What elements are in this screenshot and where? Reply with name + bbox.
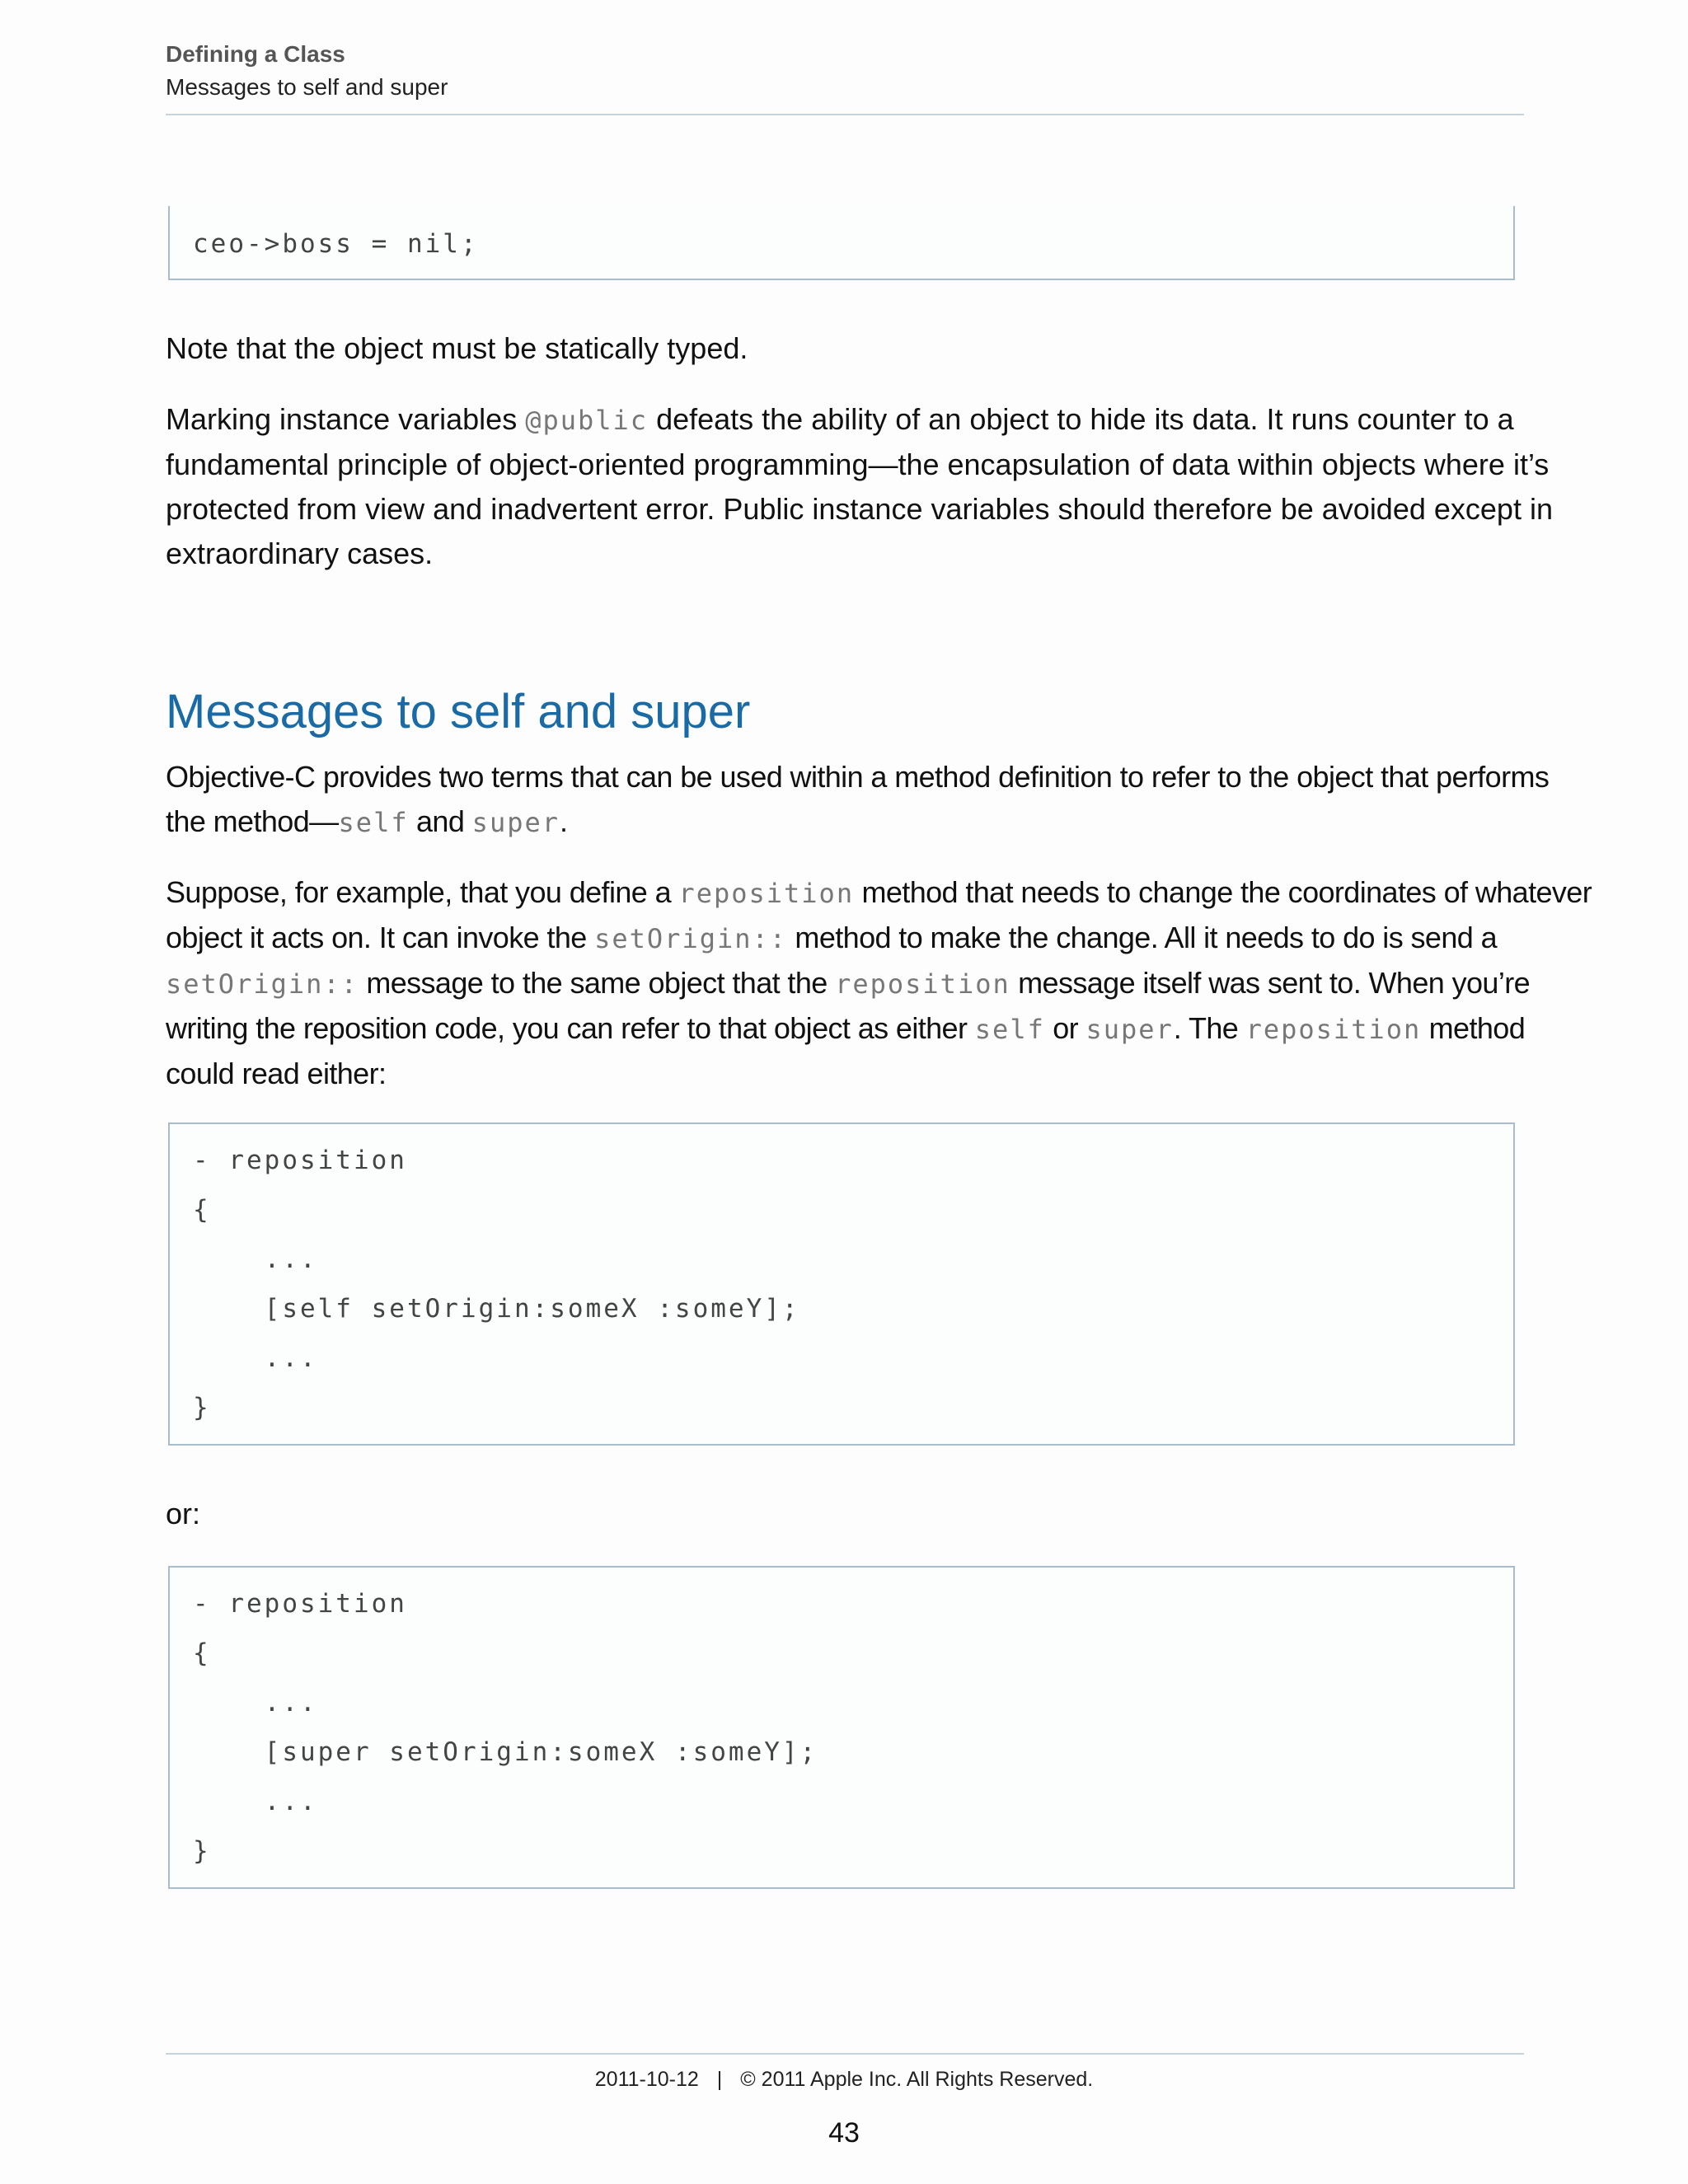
paragraph-text: Note that the object must be statically typed. [166, 331, 748, 365]
paragraph-text: or: [166, 1497, 201, 1530]
paragraph-public-variables [166, 397, 1553, 576]
inline-code-reposition: reposition [835, 968, 1010, 1000]
inline-code-setorigin: setOrigin:: [166, 968, 359, 1000]
code-line: - reposition [193, 1589, 407, 1619]
code-line: [self setOrigin:someX :someY]; [193, 1294, 800, 1324]
paragraph-line [166, 916, 1526, 961]
paragraph-line: protected from view and inadvertent error. Public instance variables should therefore be avoided except in [166, 492, 1553, 526]
header-section-title: Messages to self and super [166, 74, 448, 100]
section-heading: Messages to self and super [166, 685, 751, 738]
paragraph-line [166, 397, 1526, 443]
text-run: and [408, 804, 472, 838]
code-line: ... [193, 1787, 318, 1816]
code-line: ceo->boss = nil; [193, 229, 479, 259]
text-run: writing the reposition code, you can refer to that object as either [166, 1011, 975, 1045]
text-run: method that needs to change the coordinates of whatever [854, 875, 1592, 909]
page-footer [0, 2064, 1688, 2094]
code-line: ... [193, 1244, 318, 1274]
text-run: Suppose, for example, that you define a [166, 875, 679, 909]
code-line: } [193, 1836, 211, 1866]
footer-separator: | [716, 2068, 723, 2091]
paragraph-reposition-example [166, 870, 1592, 1096]
code-line: { [193, 1638, 211, 1668]
paragraph-line [166, 1006, 1526, 1052]
page-number: 43 [828, 2117, 860, 2149]
code-line: [super setOrigin:someX :someY]; [193, 1737, 818, 1767]
text-run: . [560, 804, 568, 838]
running-header [166, 38, 1524, 104]
footer-copyright: © 2011 Apple Inc. All Rights Reserved. [740, 2068, 1094, 2091]
footer-date: 2011-10-12 [594, 2068, 699, 2091]
code-line: ... [193, 1343, 318, 1373]
text-run: method [1421, 1011, 1526, 1045]
footer-rule [166, 2053, 1524, 2055]
text-run: the method— [166, 804, 339, 838]
inline-code-self: self [338, 807, 409, 838]
inline-code-setorigin: setOrigin:: [594, 923, 788, 954]
code-line: - reposition [193, 1146, 407, 1175]
text-run: object it acts on. It can invoke the [166, 921, 595, 954]
paragraph-line: fundamental principle of object-oriented programming—the encapsulation of data within objects where it’s [166, 448, 1550, 481]
inline-code-super: super [1085, 1014, 1174, 1045]
code-block-boss [168, 206, 1515, 280]
paragraph-or [166, 1492, 1526, 1536]
paragraph-line [166, 870, 1592, 916]
header-rule [166, 114, 1524, 115]
paragraph-line: Objective-C provides two terms that can be used within a method definition to refer to the object that performs [166, 760, 1550, 794]
text-run: or [1044, 1011, 1086, 1045]
code-line: { [193, 1195, 211, 1225]
paragraph-line: could read either: [166, 1057, 387, 1090]
text-run: Marking instance variables [166, 402, 526, 436]
text-run: method to make the change. All it needs to do is send a [787, 921, 1498, 954]
text-run: . The [1173, 1011, 1246, 1045]
paragraph-line [166, 799, 1526, 845]
text-run: defeats the ability of an object to hide its data. It runs counter to a [648, 402, 1514, 436]
paragraph-static-typing [166, 326, 1526, 371]
text-run: message itself was sent to. When you’re [1010, 966, 1531, 1000]
inline-code-super: super [471, 807, 560, 838]
paragraph-line: extraordinary cases. [166, 537, 434, 570]
inline-code-reposition: reposition [1245, 1014, 1422, 1045]
paragraph-self-super-intro [166, 755, 1550, 845]
paragraph-line [166, 961, 1531, 1006]
code-line: ... [193, 1688, 318, 1718]
header-chapter-title: Defining a Class [166, 41, 345, 67]
code-block-super-variant [168, 1566, 1515, 1889]
inline-code-public: @public [525, 405, 649, 436]
text-run: message to the same object that the [358, 966, 836, 1000]
inline-code-self: self [974, 1014, 1045, 1045]
code-block-self-variant [168, 1122, 1515, 1446]
code-line: } [193, 1393, 211, 1422]
inline-code-reposition: reposition [678, 878, 855, 909]
